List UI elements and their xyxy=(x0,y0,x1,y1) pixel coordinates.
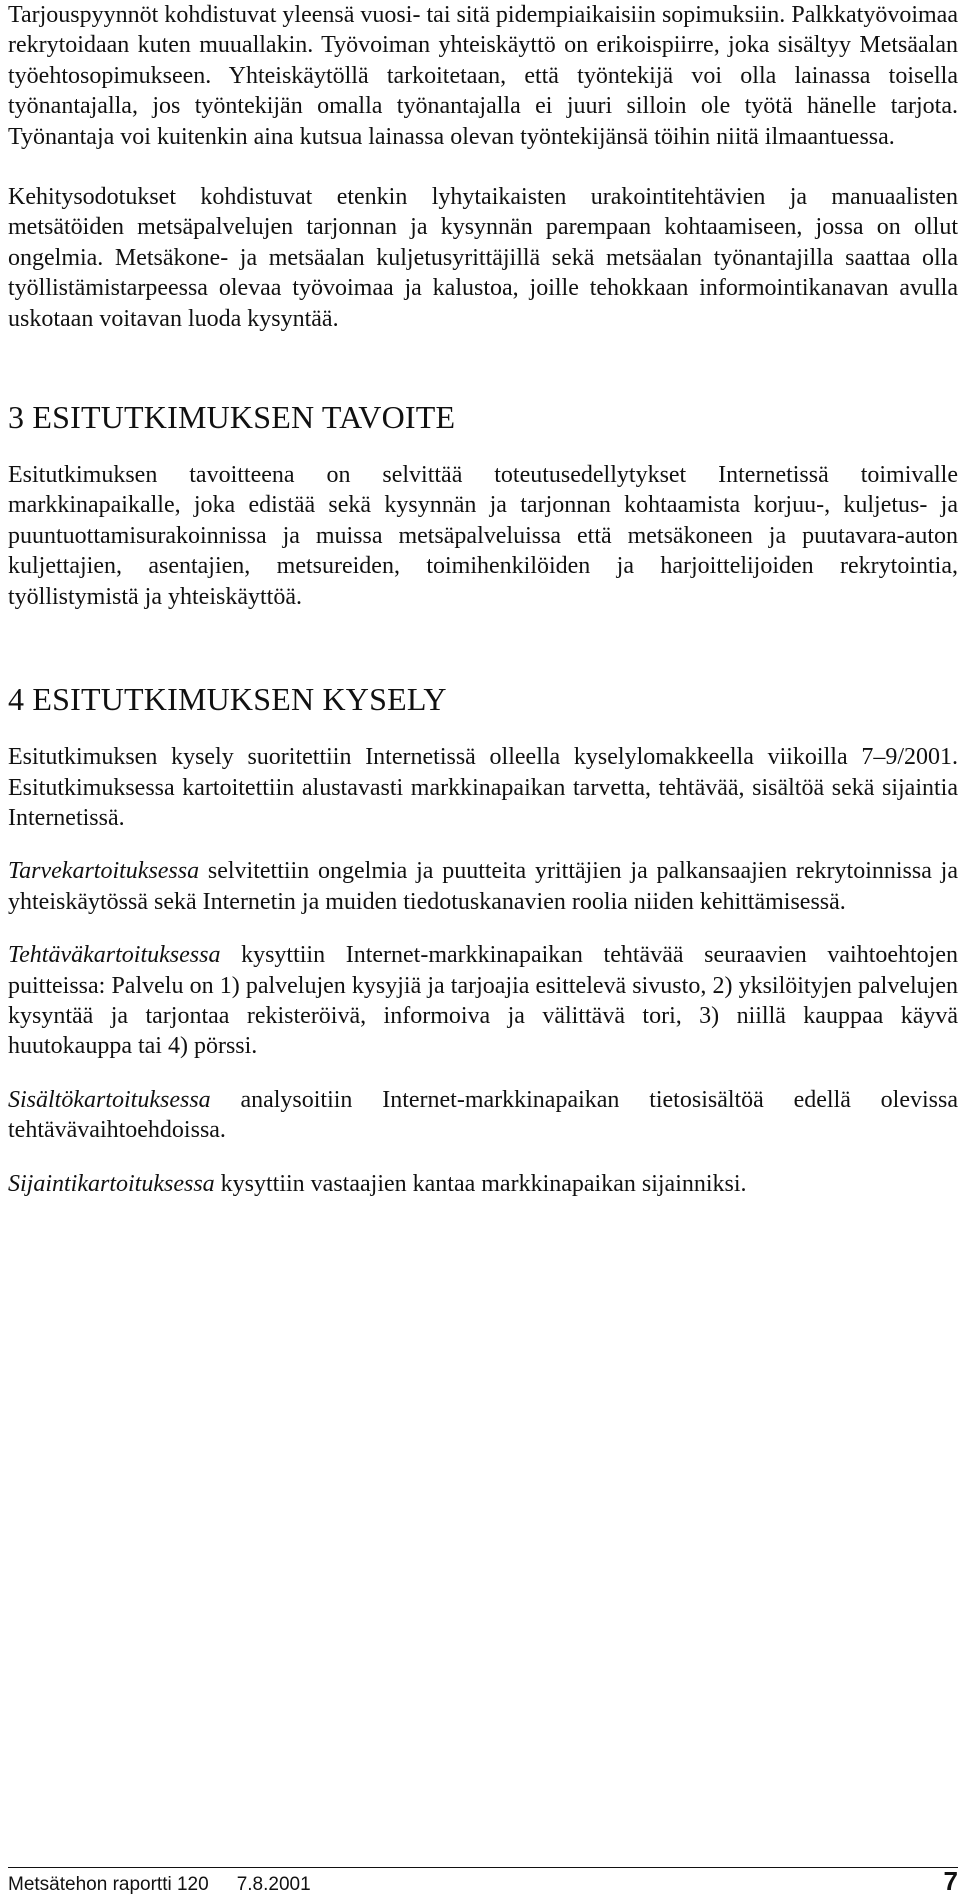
section-3-paragraph: Esitutkimuksen tavoitteena on selvittää toteutusedellytykset Internetissä toimivalle markkinapaikalle, joka edistää sekä kysynnän ja tarjonnan kohtaamista korjuu-, kuljetus- ja puuntuottamisurakoinnissa ja muissa metsäpalveluissa että metsäkoneen ja puutavara-auton kuljettajien, asentajien, metsureiden, toimihenkilöiden ja harjoittelijoiden rekrytointia, työllistymistä ja yhteiskäyttöä. xyxy=(8,462,958,610)
location-survey-paragraph xyxy=(8,1169,958,1199)
needs-survey-term: Tarvekartoituksessa xyxy=(8,858,200,885)
location-survey-text: kysyttiin vastaajien kantaa markkinapaikan sijainniksi. xyxy=(214,1170,747,1197)
section-4-heading: 4 ESITUTKIMUKSEN KYSELY xyxy=(8,681,447,718)
location-survey-term: Sijaintikartoituksessa xyxy=(8,1170,215,1197)
content-survey-text: analysoitiin Internet-markkinapaikan tietosisältöä edellä olevissa tehtävävaihtoehdoissa. xyxy=(8,1086,958,1144)
footer-divider xyxy=(8,1867,958,1868)
content-survey-paragraph xyxy=(8,1085,958,1146)
footer-date: 7.8.2001 xyxy=(236,1874,311,1895)
section-4-paragraph: Esitutkimuksen kysely suoritettiin Internetissä olleella kyselylomakkeella viikoilla 7–9/2001. Esitutkimuksessa kartoitettiin alustavasti markkinapaikan tarvetta, tehtävää, sisältöä sekä sijaintia Internetissä. xyxy=(8,744,958,831)
footer-info xyxy=(8,1872,958,1898)
page-footer xyxy=(8,1866,958,1898)
task-survey-text: kysyttiin Internet-markkinapaikan tehtävää seuraavien vaihtoehtojen puitteissa: Palvelu on 1) palvelujen kysyjiä ja tarjoajia esittelevä sivusto, 2) yksilöityjen palvelujen kysyntää ja tarjontaa rekisteröivä, informoiva ja välittävä tori, 3) niillä kauppaa käyvä huutokauppa tai 4) pörssi. xyxy=(8,942,958,1060)
content-survey-term: Sisältökartoituksessa xyxy=(8,1086,211,1113)
task-survey-term: Tehtäväkartoituksessa xyxy=(8,942,221,969)
paragraph-development: Kehitysodotukset kohdistuvat etenkin lyhytaikaisten urakointitehtävien ja manuaalisten metsätöiden metsäpalvelujen tarjonnan ja kysynnän parempaan kohtaamiseen, jossa on ollut ongelmia. Metsäkone- ja metsäalan kuljetusyrittäjillä sekä metsäalan työnantajilla saattaa olla työllistämistarpeessa olevaa työvoimaa ja kalustoa, joille tehokkaan informointikanavan avulla uskotaan voitavan luoda kysyntää. xyxy=(8,184,958,332)
footer-publication: Metsätehon raportti 120 xyxy=(8,1874,209,1895)
document-page xyxy=(8,0,958,1199)
needs-survey-paragraph xyxy=(8,856,958,917)
paragraph-intro: Tarjouspyynnöt kohdistuvat yleensä vuosi- tai sitä pidempiaikaisiin sopimuksiin. Palkkatyövoimaa rekrytoidaan kuten muuallakin. Työvoiman yhteiskäyttö on erikoispiirre, joka sisältyy Metsäalan työehtosopimukseen. Yhteiskäytöllä tarkoitetaan, että työntekijä voi olla lainassa toisella työnantajalla, jos työntekijän omalla työnantajalla ei juuri silloin ole työtä hänelle tarjota. Työnantaja voi kuitenkin aina kutsua lainassa olevan työntekijänsä töihin niitä ilmaantuessa. xyxy=(8,2,958,150)
page-number: 7 xyxy=(943,1866,958,1896)
section-3-heading: 3 ESITUTKIMUKSEN TAVOITE xyxy=(8,399,456,436)
needs-survey-text: selvitettiin ongelmia ja puutteita yrittäjien ja palkansaajien rekrytoinnissa ja yhteiskäytössä sekä Internetin ja muiden tiedotuskanavien roolia niiden kehittämisessä. xyxy=(8,858,958,915)
task-survey-paragraph xyxy=(8,940,958,1062)
